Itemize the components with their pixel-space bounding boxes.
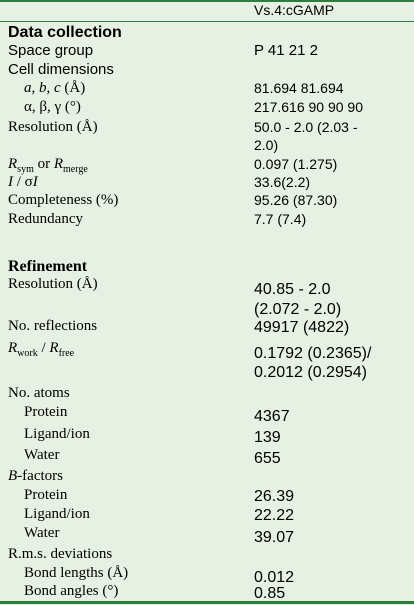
row-value: 7.7 (7.4) xyxy=(254,211,307,227)
row-label: Completeness (%) xyxy=(8,192,119,208)
label-r: R xyxy=(8,156,18,172)
row-label: Cell dimensions xyxy=(8,61,114,78)
header-rule xyxy=(0,21,414,22)
row-label: Bond angles (°) xyxy=(24,583,119,599)
row-value-cont: 0.2012 (0.2954) xyxy=(254,364,367,381)
label-r: R xyxy=(49,340,59,356)
row-value: 49917 (4822) xyxy=(254,319,350,336)
row-value: 4367 xyxy=(254,408,290,425)
bottom-rule xyxy=(0,601,414,604)
row-label: Redundancy xyxy=(8,211,83,227)
row-value: P 41 21 2 xyxy=(254,42,318,59)
row-value: 33.6(2.2) xyxy=(254,174,311,190)
label-mid: or xyxy=(33,156,54,172)
row-value: 0.85 xyxy=(254,585,286,602)
row-label: Protein xyxy=(24,404,68,420)
label-sep: , xyxy=(31,80,39,96)
row-label: α, β, γ (°) xyxy=(24,99,81,115)
label-sub: sym xyxy=(17,164,34,175)
label-sub: merge xyxy=(63,164,88,175)
row-label: Protein xyxy=(24,487,68,503)
label-sub: work xyxy=(17,348,38,359)
row-label: No. reflections xyxy=(8,318,98,334)
label-i: I xyxy=(8,174,13,190)
row-value: 0.012 xyxy=(254,569,295,586)
row-label xyxy=(8,156,88,173)
label-rest: -factors xyxy=(17,468,63,484)
row-label: No. atoms xyxy=(8,385,70,401)
section-title: Data collection xyxy=(8,24,122,41)
row-value-cont: (2.072 - 2.0) xyxy=(254,301,342,318)
label-b: b xyxy=(39,80,47,96)
row-label xyxy=(8,340,74,357)
section-title: Refinement xyxy=(8,258,88,275)
row-value: 50.0 - 2.0 (2.03 - xyxy=(254,119,358,135)
row-label: Water xyxy=(24,447,60,463)
row-value: 655 xyxy=(254,450,281,467)
row-value: 217.616 90 90 90 xyxy=(254,99,363,115)
row-label xyxy=(24,80,85,97)
label-a: a xyxy=(24,80,32,96)
label-i: I xyxy=(32,174,38,190)
row-label: Water xyxy=(24,525,60,541)
row-label: R.m.s. deviations xyxy=(8,546,113,562)
row-label: Resolution (Å) xyxy=(8,276,98,292)
row-label: Bond lengths (Å) xyxy=(24,565,129,581)
label-sub: free xyxy=(58,348,75,359)
top-rule xyxy=(0,0,414,2)
row-label: Resolution (Å) xyxy=(8,119,98,135)
label-mid: / xyxy=(37,340,50,356)
row-label: Ligand/ion xyxy=(24,426,90,442)
row-value: 139 xyxy=(254,429,281,446)
row-value: 40.85 - 2.0 xyxy=(254,281,331,298)
row-value: 39.07 xyxy=(254,529,295,546)
row-value: 26.39 xyxy=(254,488,295,505)
row-value-cont: 2.0) xyxy=(254,137,279,153)
label-mid: / σ xyxy=(13,174,33,190)
row-value: 0.1792 (0.2365)/ xyxy=(254,345,372,362)
row-label xyxy=(8,174,38,191)
row-label: Space group xyxy=(8,42,94,59)
row-value: 22.22 xyxy=(254,507,295,524)
label-sep: , xyxy=(46,80,54,96)
label-c: c xyxy=(54,80,61,96)
row-label xyxy=(8,468,63,485)
label-r: R xyxy=(53,156,64,172)
row-label: Ligand/ion xyxy=(24,506,90,522)
label-b: B xyxy=(8,468,18,484)
row-value: 95.26 (87.30) xyxy=(254,192,338,208)
label-r: R xyxy=(8,340,18,356)
row-value: 81.694 81.694 xyxy=(254,80,344,96)
column-header: Vs.4:cGAMP xyxy=(254,2,335,18)
row-value: 0.097 (1.275) xyxy=(254,156,338,172)
label-unit: (Å) xyxy=(60,80,86,96)
